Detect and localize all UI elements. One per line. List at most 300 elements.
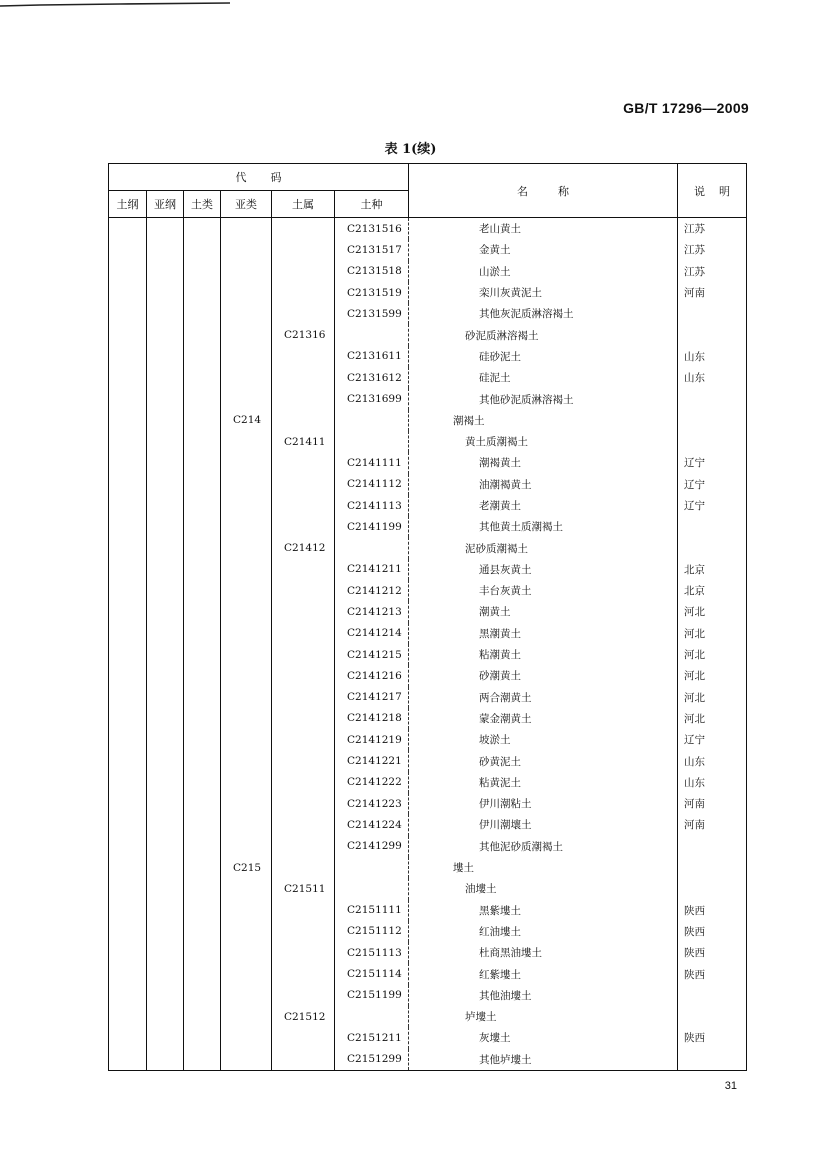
table-row (109, 985, 747, 1006)
cell-family (272, 1027, 335, 1048)
cell-note: 河北 (678, 644, 747, 665)
cell-group (184, 303, 221, 324)
cell-suborder (147, 324, 184, 345)
cell-order (109, 793, 147, 814)
cell-note: 江苏 (678, 261, 747, 282)
table-row (109, 1027, 747, 1048)
cell-note (678, 303, 747, 324)
cell-suborder (147, 580, 184, 601)
cell-suborder (147, 1027, 184, 1048)
table-row (109, 431, 747, 452)
cell-family (272, 218, 335, 240)
cell-order (109, 1027, 147, 1048)
cell-order (109, 303, 147, 324)
cell-family (272, 1049, 335, 1071)
cell-name: 黑紫塿土 (409, 900, 678, 921)
cell-subgroup (221, 431, 272, 452)
cell-note (678, 1049, 747, 1071)
cell-order (109, 282, 147, 303)
table-row (109, 601, 747, 622)
cell-order (109, 921, 147, 942)
cell-subgroup (221, 942, 272, 963)
cell-note: 江苏 (678, 218, 747, 240)
cell-name: 红紫塿土 (409, 963, 678, 984)
cell-suborder (147, 282, 184, 303)
cell-note: 河南 (678, 814, 747, 835)
cell-order (109, 623, 147, 644)
table-row (109, 963, 747, 984)
cell-species (335, 431, 409, 452)
cell-note: 河北 (678, 687, 747, 708)
cell-suborder (147, 942, 184, 963)
cell-group (184, 942, 221, 963)
cell-subgroup (221, 878, 272, 899)
cell-species: C2151112 (335, 921, 409, 942)
cell-name: 砂潮黄土 (409, 665, 678, 686)
cell-subgroup (221, 388, 272, 409)
table-row (109, 921, 747, 942)
cell-order (109, 452, 147, 473)
cell-group (184, 1049, 221, 1071)
table-row (109, 750, 747, 771)
cell-suborder (147, 772, 184, 793)
cell-group (184, 282, 221, 303)
cell-group (184, 687, 221, 708)
cell-order (109, 537, 147, 558)
cell-group (184, 729, 221, 750)
cell-note: 河北 (678, 623, 747, 644)
cell-order (109, 772, 147, 793)
cell-subgroup (221, 452, 272, 473)
cell-group (184, 857, 221, 878)
cell-name: 山淤土 (409, 261, 678, 282)
cell-name: 伊川潮壤土 (409, 814, 678, 835)
cell-name: 硅泥土 (409, 367, 678, 388)
cell-species: C2141214 (335, 623, 409, 644)
cell-order (109, 900, 147, 921)
cell-suborder (147, 601, 184, 622)
cell-note: 山东 (678, 346, 747, 367)
cell-name: 坡淤土 (409, 729, 678, 750)
header-species: 土种 (335, 191, 409, 218)
cell-suborder (147, 793, 184, 814)
cell-note (678, 985, 747, 1006)
cell-species: C2151114 (335, 963, 409, 984)
cell-species: C2141221 (335, 750, 409, 771)
table-row (109, 942, 747, 963)
table-row (109, 708, 747, 729)
cell-family (272, 388, 335, 409)
table-row (109, 772, 747, 793)
cell-group (184, 388, 221, 409)
cell-species (335, 857, 409, 878)
cell-name: 砂黄泥土 (409, 750, 678, 771)
cell-family (272, 303, 335, 324)
cell-order (109, 516, 147, 537)
cell-suborder (147, 452, 184, 473)
header-subgroup: 亚类 (221, 191, 272, 218)
cell-note: 山东 (678, 772, 747, 793)
table-row (109, 367, 747, 388)
cell-species: C2141222 (335, 772, 409, 793)
table-row (109, 452, 747, 473)
cell-family (272, 410, 335, 431)
cell-name: 硅砂泥土 (409, 346, 678, 367)
cell-family (272, 580, 335, 601)
cell-species: C2131518 (335, 261, 409, 282)
cell-note: 陕西 (678, 1027, 747, 1048)
cell-name: 两合潮黄土 (409, 687, 678, 708)
cell-species: C2141113 (335, 495, 409, 516)
cell-family: C21316 (272, 324, 335, 345)
header-name: 名称 (409, 164, 678, 218)
cell-suborder (147, 303, 184, 324)
cell-suborder (147, 495, 184, 516)
header-order: 土纲 (109, 191, 147, 218)
cell-species (335, 537, 409, 558)
cell-subgroup (221, 963, 272, 984)
cell-subgroup (221, 836, 272, 857)
cell-subgroup (221, 303, 272, 324)
cell-group (184, 346, 221, 367)
cell-family: C21412 (272, 537, 335, 558)
cell-name: 杜商黑油塿土 (409, 942, 678, 963)
cell-subgroup (221, 772, 272, 793)
table-row (109, 282, 747, 303)
cell-subgroup (221, 1027, 272, 1048)
cell-order (109, 963, 147, 984)
cell-name: 粘黄泥土 (409, 772, 678, 793)
cell-suborder (147, 559, 184, 580)
cell-name: 其他泥砂质潮褐土 (409, 836, 678, 857)
cell-suborder (147, 261, 184, 282)
cell-species: C2141224 (335, 814, 409, 835)
cell-name: 通县灰黄土 (409, 559, 678, 580)
cell-note: 陕西 (678, 921, 747, 942)
cell-suborder (147, 665, 184, 686)
cell-group (184, 239, 221, 260)
cell-suborder (147, 367, 184, 388)
cell-note: 北京 (678, 580, 747, 601)
cell-name: 油潮褐黄土 (409, 474, 678, 495)
cell-subgroup (221, 665, 272, 686)
header-suborder: 亚纲 (147, 191, 184, 218)
table-row (109, 814, 747, 835)
cell-note (678, 431, 747, 452)
cell-order (109, 644, 147, 665)
cell-subgroup (221, 516, 272, 537)
cell-name: 粘潮黄土 (409, 644, 678, 665)
cell-family: C21411 (272, 431, 335, 452)
cell-order (109, 814, 147, 835)
cell-suborder (147, 687, 184, 708)
table-row (109, 687, 747, 708)
cell-species: C2141213 (335, 601, 409, 622)
cell-species: C2151299 (335, 1049, 409, 1071)
cell-family (272, 963, 335, 984)
table-row (109, 537, 747, 558)
cell-family (272, 623, 335, 644)
cell-suborder (147, 474, 184, 495)
cell-group (184, 836, 221, 857)
scan-edge-mark (0, 2, 230, 8)
cell-group (184, 537, 221, 558)
page-number: 31 (724, 1080, 737, 1092)
table-row (109, 239, 747, 260)
cell-family (272, 729, 335, 750)
cell-order (109, 239, 147, 260)
cell-family (272, 474, 335, 495)
cell-family: C21512 (272, 1006, 335, 1027)
table-row (109, 346, 747, 367)
cell-species: C2141217 (335, 687, 409, 708)
cell-name: 垆塿土 (409, 1006, 678, 1027)
cell-family (272, 601, 335, 622)
header-code: 代码 (109, 164, 409, 191)
table-row (109, 793, 747, 814)
cell-note (678, 516, 747, 537)
cell-family (272, 495, 335, 516)
cell-subgroup (221, 644, 272, 665)
cell-group (184, 878, 221, 899)
cell-subgroup (221, 900, 272, 921)
soil-classification-table (108, 163, 747, 1071)
table-row (109, 878, 747, 899)
cell-family (272, 644, 335, 665)
cell-note (678, 410, 747, 431)
cell-suborder (147, 985, 184, 1006)
cell-order (109, 261, 147, 282)
cell-note: 辽宁 (678, 729, 747, 750)
cell-family (272, 239, 335, 260)
cell-suborder (147, 431, 184, 452)
cell-order (109, 388, 147, 409)
cell-subgroup (221, 814, 272, 835)
table-body (109, 218, 747, 1071)
cell-subgroup (221, 346, 272, 367)
cell-species: C2131612 (335, 367, 409, 388)
cell-species (335, 324, 409, 345)
cell-note: 北京 (678, 559, 747, 580)
cell-group (184, 261, 221, 282)
cell-family (272, 921, 335, 942)
cell-note: 辽宁 (678, 452, 747, 473)
table-row (109, 516, 747, 537)
cell-suborder (147, 516, 184, 537)
cell-suborder (147, 218, 184, 240)
cell-suborder (147, 1006, 184, 1027)
table-row (109, 1049, 747, 1071)
cell-name: 灰塿土 (409, 1027, 678, 1048)
cell-note: 陕西 (678, 963, 747, 984)
cell-note (678, 537, 747, 558)
cell-order (109, 857, 147, 878)
cell-species: C2141199 (335, 516, 409, 537)
cell-name: 老山黄土 (409, 218, 678, 240)
cell-species (335, 878, 409, 899)
cell-name: 砂泥质淋溶褐土 (409, 324, 678, 345)
cell-family (272, 985, 335, 1006)
cell-order (109, 687, 147, 708)
cell-name: 其他砂泥质淋溶褐土 (409, 388, 678, 409)
cell-order (109, 431, 147, 452)
cell-note: 陕西 (678, 942, 747, 963)
cell-family (272, 793, 335, 814)
cell-name: 潮褐土 (409, 410, 678, 431)
cell-suborder (147, 750, 184, 771)
cell-species: C2141219 (335, 729, 409, 750)
table-row (109, 729, 747, 750)
cell-order (109, 836, 147, 857)
table-row (109, 623, 747, 644)
cell-group (184, 772, 221, 793)
cell-group (184, 495, 221, 516)
cell-species (335, 410, 409, 431)
cell-species: C2151211 (335, 1027, 409, 1048)
cell-group (184, 644, 221, 665)
table-row (109, 303, 747, 324)
cell-subgroup (221, 750, 272, 771)
cell-group (184, 410, 221, 431)
cell-order (109, 324, 147, 345)
cell-family (272, 559, 335, 580)
cell-species: C2141111 (335, 452, 409, 473)
cell-family (272, 750, 335, 771)
cell-name: 其他油塿土 (409, 985, 678, 1006)
cell-name: 泥砂质潮褐土 (409, 537, 678, 558)
standard-number: GB/T 17296—2009 (623, 100, 749, 116)
cell-family (272, 857, 335, 878)
cell-family (272, 665, 335, 686)
cell-family: C21511 (272, 878, 335, 899)
cell-order (109, 367, 147, 388)
cell-order (109, 474, 147, 495)
cell-subgroup (221, 282, 272, 303)
cell-family (272, 282, 335, 303)
cell-note (678, 878, 747, 899)
cell-note (678, 388, 747, 409)
header-family: 土属 (272, 191, 335, 218)
table-row (109, 474, 747, 495)
cell-subgroup: C214 (221, 410, 272, 431)
table-row (109, 644, 747, 665)
cell-order (109, 985, 147, 1006)
cell-note: 河南 (678, 282, 747, 303)
cell-family (272, 261, 335, 282)
table-row (109, 665, 747, 686)
cell-order (109, 346, 147, 367)
cell-order (109, 665, 147, 686)
cell-group (184, 580, 221, 601)
cell-family (272, 452, 335, 473)
cell-family (272, 942, 335, 963)
cell-group (184, 218, 221, 240)
cell-name: 丰台灰黄土 (409, 580, 678, 601)
cell-species: C2141211 (335, 559, 409, 580)
cell-name: 金黄土 (409, 239, 678, 260)
cell-suborder (147, 836, 184, 857)
cell-suborder (147, 1049, 184, 1071)
table-row (109, 1006, 747, 1027)
table-row (109, 495, 747, 516)
cell-order (109, 218, 147, 240)
cell-name: 栾川灰黄泥土 (409, 282, 678, 303)
cell-group (184, 985, 221, 1006)
cell-species (335, 1006, 409, 1027)
table-title: 表 1(续) (384, 142, 437, 157)
cell-subgroup (221, 261, 272, 282)
cell-note (678, 324, 747, 345)
cell-family (272, 516, 335, 537)
cell-order (109, 1006, 147, 1027)
cell-subgroup (221, 495, 272, 516)
cell-subgroup (221, 580, 272, 601)
cell-suborder (147, 921, 184, 942)
cell-family (272, 708, 335, 729)
cell-order (109, 601, 147, 622)
cell-note: 河北 (678, 708, 747, 729)
cell-name: 老潮黄土 (409, 495, 678, 516)
table-row (109, 559, 747, 580)
cell-note: 辽宁 (678, 495, 747, 516)
cell-note: 辽宁 (678, 474, 747, 495)
cell-subgroup (221, 218, 272, 240)
cell-order (109, 580, 147, 601)
cell-group (184, 324, 221, 345)
cell-subgroup (221, 708, 272, 729)
cell-note: 河北 (678, 601, 747, 622)
cell-order (109, 1049, 147, 1071)
cell-subgroup (221, 1006, 272, 1027)
cell-family (272, 346, 335, 367)
cell-subgroup (221, 474, 272, 495)
cell-suborder (147, 537, 184, 558)
cell-group (184, 900, 221, 921)
cell-family (272, 772, 335, 793)
cell-order (109, 942, 147, 963)
cell-subgroup (221, 239, 272, 260)
cell-order (109, 410, 147, 431)
cell-species: C2141212 (335, 580, 409, 601)
cell-name: 黄土质潮褐土 (409, 431, 678, 452)
cell-subgroup (221, 601, 272, 622)
cell-family (272, 900, 335, 921)
cell-subgroup (221, 367, 272, 388)
cell-species: C2141223 (335, 793, 409, 814)
cell-order (109, 708, 147, 729)
cell-species: C2141112 (335, 474, 409, 495)
cell-subgroup: C215 (221, 857, 272, 878)
cell-group (184, 431, 221, 452)
cell-family (272, 687, 335, 708)
cell-subgroup (221, 921, 272, 942)
table-row (109, 261, 747, 282)
cell-group (184, 750, 221, 771)
cell-subgroup (221, 793, 272, 814)
cell-species: C2141218 (335, 708, 409, 729)
cell-subgroup (221, 985, 272, 1006)
cell-group (184, 452, 221, 473)
cell-order (109, 495, 147, 516)
cell-name: 其他灰泥质淋溶褐土 (409, 303, 678, 324)
cell-note: 山东 (678, 367, 747, 388)
table-row (109, 388, 747, 409)
cell-species: C2131599 (335, 303, 409, 324)
cell-group (184, 367, 221, 388)
header-group: 土类 (184, 191, 221, 218)
cell-group (184, 559, 221, 580)
cell-family (272, 814, 335, 835)
